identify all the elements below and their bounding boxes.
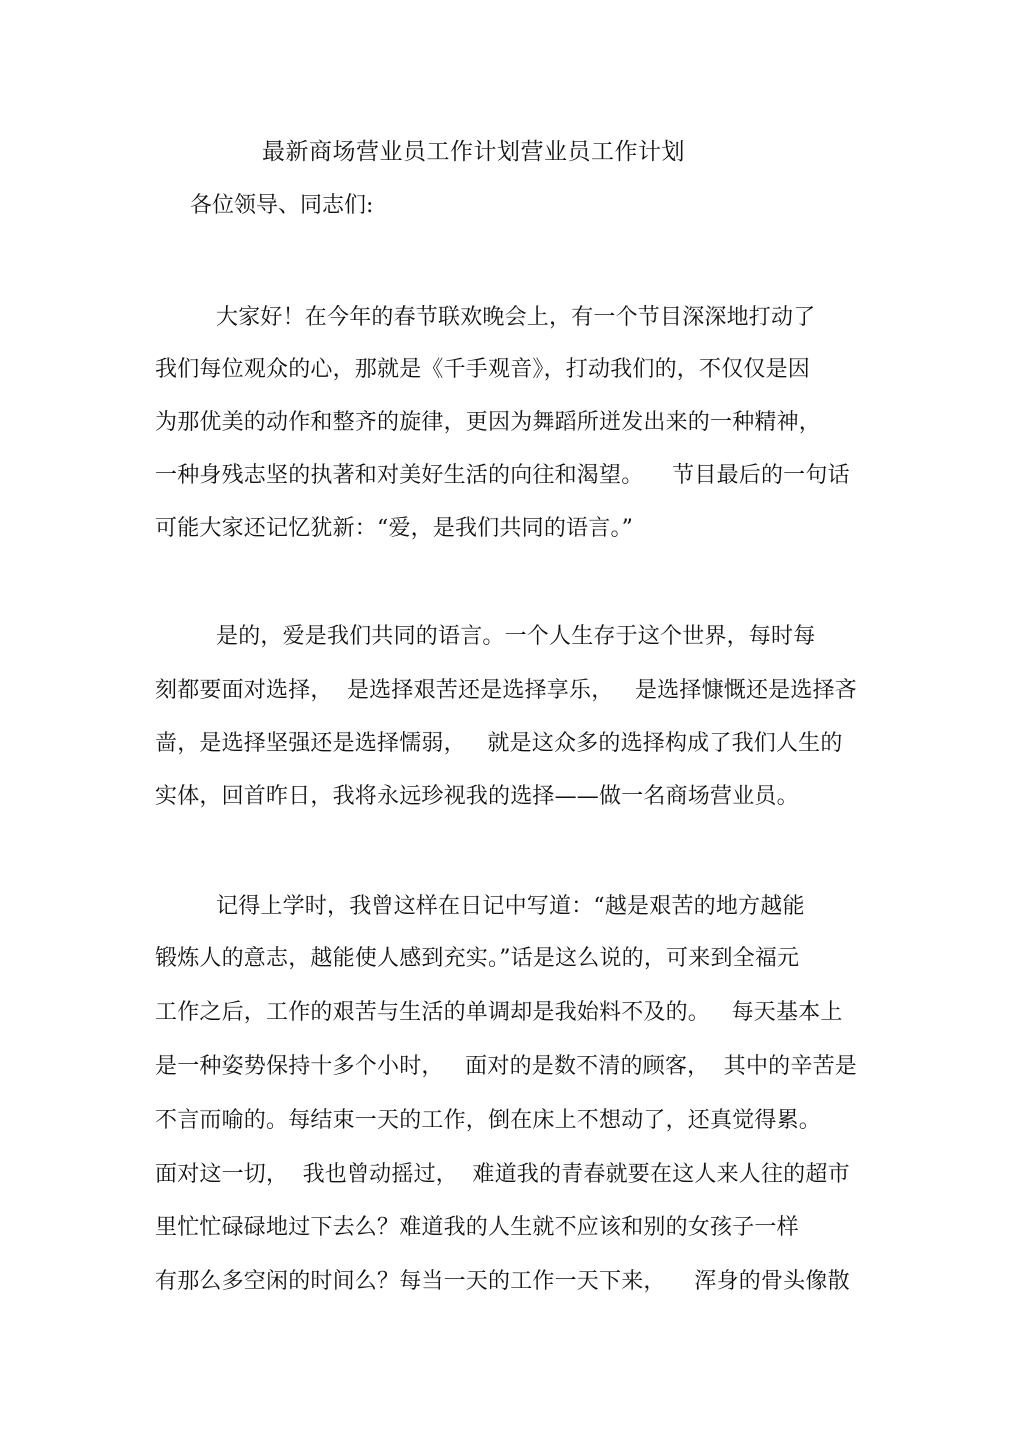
paragraph-3-line-4: 是一种姿势保持十多个小时， 面对的是数不清的顾客， 其中的辛苦是 — [155, 1054, 857, 1079]
paragraph-3-line-6: 面对这一切， 我也曾动摇过， 难道我的青春就要在这人来人往的超市 — [155, 1162, 850, 1187]
paragraph-1-line-2: 我们每位观众的心，那就是《千手观音》，打动我们的，不仅仅是因 — [155, 357, 811, 382]
paragraph-2-line-1: 是的，爱是我们共同的语言。一个人生存于这个世界，每时每 — [216, 624, 816, 649]
paragraph-2-line-3: 啬，是选择坚强还是选择懦弱， 就是这众多的选择构成了我们人生的 — [155, 731, 843, 756]
paragraph-2-line-2: 刻都要面对选择， 是选择艰苦还是选择享乐， 是选择慷慨还是选择吝 — [155, 678, 857, 703]
paragraph-1-line-5: 可能大家还记忆犹新：“爱，是我们共同的语言。” — [155, 516, 634, 541]
greeting: 各位领导、同志们: — [190, 193, 374, 218]
paragraph-3-line-3: 工作之后，工作的艰苦与生活的单调却是我始料不及的。 每天基本上 — [155, 1000, 843, 1025]
paragraph-2-line-4: 实体，回首昨日，我将永远珍视我的选择——做一名商场营业员。 — [155, 784, 799, 809]
paragraph-1-line-1: 大家好！在今年的春节联欢晚会上，有一个节目深深地打动了 — [216, 305, 816, 330]
paragraph-1-line-3: 为那优美的动作和整齐的旋律，更因为舞蹈所迸发出来的一种精神， — [155, 410, 822, 435]
document-title: 最新商场营业员工作计划营业员工作计划 — [262, 139, 685, 165]
paragraph-3-line-7: 里忙忙碌碌地过下去么？难道我的人生就不应该和别的女孩子一样 — [155, 1215, 799, 1240]
paragraph-1-line-4: 一种身残志坚的执著和对美好生活的向往和渴望。 节目最后的一句话 — [155, 463, 850, 488]
paragraph-3-line-8: 有那么多空闲的时间么？每当一天的工作一天下来， 浑身的骨头像散 — [155, 1269, 850, 1294]
paragraph-3-line-2: 锻炼人的意志，越能使人感到充实。”话是这么说的，可来到全福元 — [155, 946, 800, 971]
paragraph-3-line-1: 记得上学时，我曾这样在日记中写道：“越是艰苦的地方越能 — [216, 894, 805, 919]
paragraph-3-line-5: 不言而喻的。每结束一天的工作，倒在床上不想动了，还真觉得累。 — [155, 1108, 822, 1133]
